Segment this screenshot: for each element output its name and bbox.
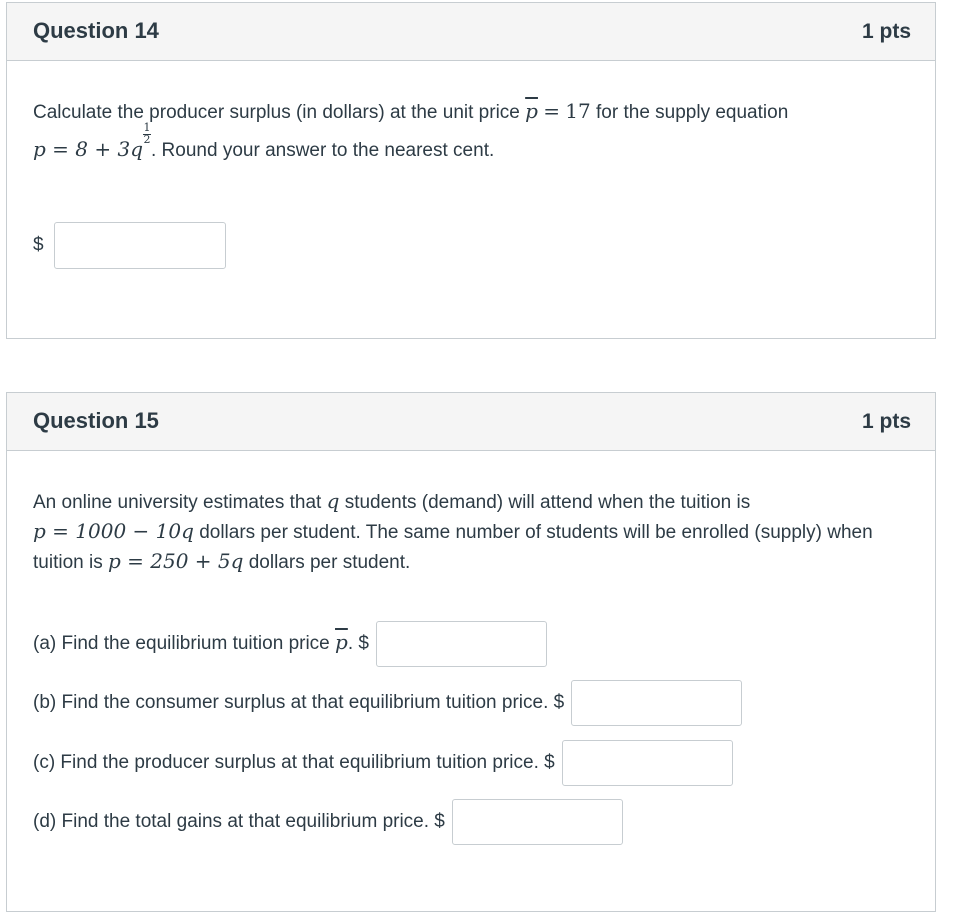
q15-l2-text: dollars per student. The same number of students will be enrolled (supply) when — [199, 522, 873, 543]
q14-text-a: Calculate the producer surplus (in dollars) at the unit price — [33, 102, 520, 123]
q15-text-line-2 — [33, 519, 873, 544]
q15-part-c-row — [33, 740, 733, 786]
q15-demand-equation: p = 1000 − 10q — [33, 519, 194, 543]
q15-part-d-input[interactable] — [452, 799, 623, 845]
q15-l1-b: students (demand) will attend when the tuition is — [344, 492, 751, 513]
q14-eq: = — [543, 99, 560, 123]
q15-part-b-text: (b) Find the consumer surplus at that equilibrium tuition price. $ — [33, 692, 565, 714]
q15-part-c-input[interactable] — [562, 740, 733, 786]
q15-part-a-input[interactable] — [376, 621, 547, 667]
q15-part-a-dollar: . $ — [347, 633, 369, 655]
q15-part-b-row — [33, 680, 742, 726]
q15-l1-a: An online university estimates that — [33, 492, 322, 513]
question-15-points: 1 pts — [861, 410, 911, 433]
question-15-card — [6, 392, 936, 912]
q15-part-a-row — [33, 621, 547, 667]
q14-answer-row — [33, 222, 226, 269]
q15-text-line-1 — [33, 489, 750, 514]
q15-part-d-text: (d) Find the total gains at that equilibrium price. $ — [33, 811, 445, 833]
q15-l1-var: q — [326, 489, 340, 513]
q14-price-var: $\overline{p}$ — [525, 99, 538, 123]
q15-supply-equation: p = 250 + 5q — [107, 549, 244, 573]
q14-exponent — [143, 123, 151, 145]
q14-supply-equation: p = 8 + 3q — [33, 137, 143, 161]
q14-text-b: for the supply equation — [596, 102, 789, 123]
q15-part-b-input[interactable] — [571, 680, 742, 726]
q14-dollar-sign: $ — [33, 234, 44, 256]
q15-part-d-row — [33, 799, 623, 845]
q15-part-a-var: $\overline{p}$ — [335, 630, 348, 655]
q15-part-a-text: (a) Find the equilibrium tuition price — [33, 633, 330, 655]
q14-text-c: . Round your answer to the nearest cent. — [151, 140, 495, 161]
q14-answer-input[interactable] — [54, 222, 226, 269]
q14-price-val: 17 — [565, 99, 591, 123]
question-14-header — [7, 3, 935, 61]
question-15-title: Question 15 — [33, 408, 159, 433]
q15-text-line-3 — [33, 549, 410, 574]
question-14-text-line-2 — [33, 121, 495, 162]
question-15-header — [7, 393, 935, 451]
question-14-card — [6, 2, 936, 339]
q14-exp-den: 2 — [143, 133, 151, 146]
q14-exp-num: 1 — [143, 121, 151, 134]
q15-part-c-text: (c) Find the producer surplus at that equilibrium tuition price. $ — [33, 752, 555, 774]
question-14-title: Question 14 — [33, 18, 159, 43]
q15-l3-a: tuition is — [33, 552, 103, 573]
q15-l3-b: dollars per student. — [248, 552, 411, 573]
question-14-points: 1 pts — [861, 20, 911, 43]
